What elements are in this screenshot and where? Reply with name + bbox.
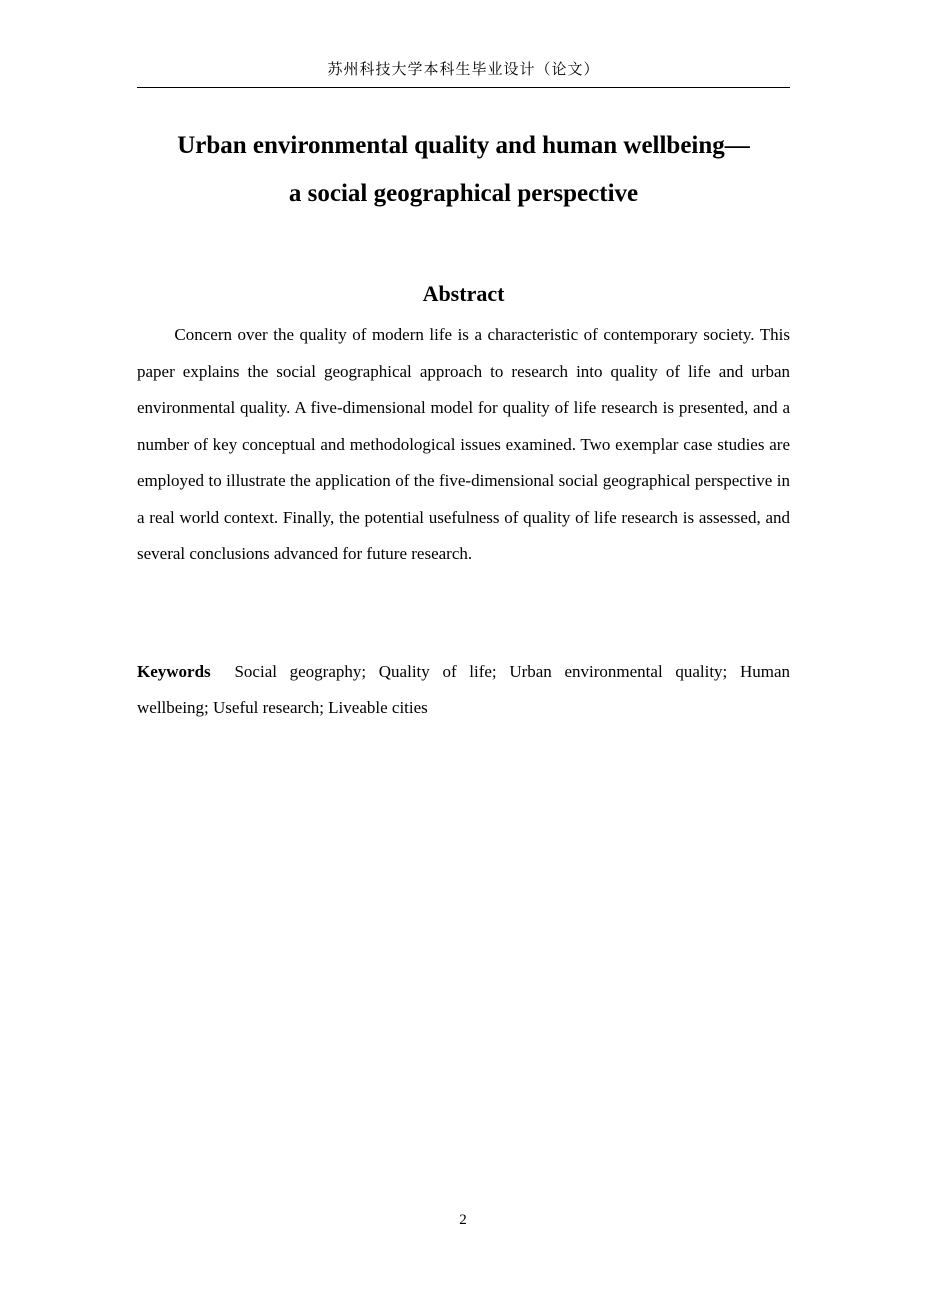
page-number: 2 xyxy=(459,1212,467,1228)
title-line-1: Urban environmental quality and human wellbeing— xyxy=(177,132,750,159)
abstract-heading: Abstract xyxy=(422,281,505,306)
keywords-label: Keywords xyxy=(137,661,211,681)
keywords-line xyxy=(137,654,790,727)
document-title xyxy=(137,122,790,218)
abstract-paragraph: Concern over the quality of modern life is a characteristic of contemporary society. This paper explains the social geographical approach to research into quality of life and urban environmental quality. A five-dimensional model for quality of life research is presented, and a number of key conceptual and methodological issues examined. Two exemplar case studies are employed to illustrate the application of the five-dimensional social geographical perspective in a real world context. Finally, the potential usefulness of quality of life research is assessed, and several conclusions advanced for future research. xyxy=(137,325,790,563)
header-rule xyxy=(137,87,790,88)
page-header: 苏州科技大学本科生毕业设计（论文） xyxy=(327,62,600,78)
page-content xyxy=(137,0,790,727)
keywords-text: Social geography; Quality of life; Urban environmental quality; Human wellbeing; Useful research; Liveable cities xyxy=(137,661,790,717)
title-line-2: a social geographical perspective xyxy=(288,180,639,207)
